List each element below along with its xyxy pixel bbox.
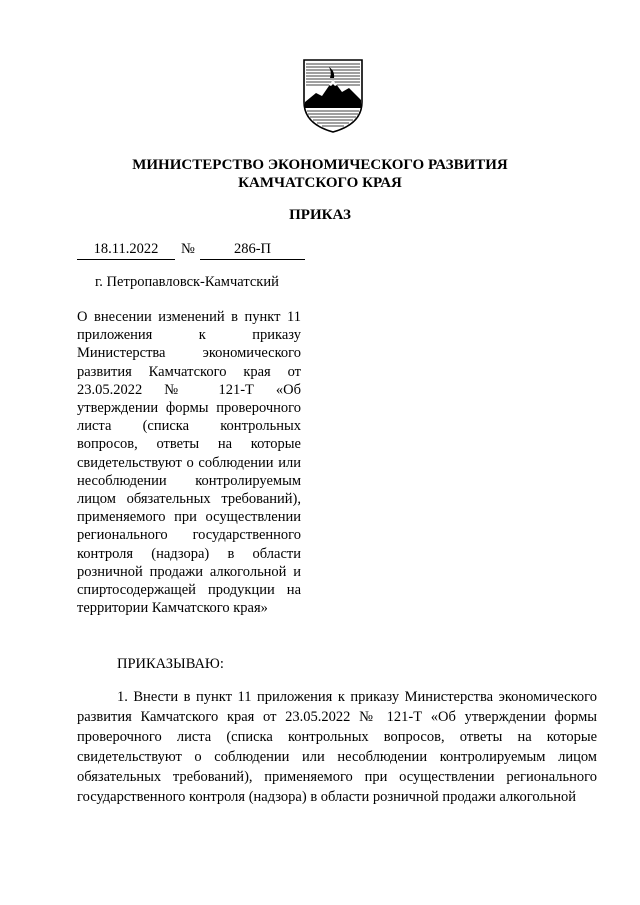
order-number: 286-П: [200, 239, 305, 260]
ministry-name: [0, 156, 640, 192]
order-subject: О внесении изменений в пункт 11 приложения к приказу Министерства экономического развития Камчатского края от 23.05.2022 № 121-Т «Об утверждении формы проверочного листа (списка контрольных вопросов, ответы на которые свидетельствуют о соблюдении или несоблюдении контролируемым лицом обязательных требований), применяемого при осуществлении регионального государственного контроля (надзора) в области розничной продажи алкогольной и спиртосодержащей продукции на территории Камчатского края»: [77, 309, 301, 617]
document-type: ПРИКАЗ: [289, 207, 351, 223]
number-sign: №: [181, 241, 195, 257]
order-paragraph-1: 1. Внести в пункт 11 приложения к приказу Министерства экономического развития Камчатского края от 23.05.2022 № 121-Т «Об утверждении формы проверочного листа (списка контрольных вопросов, ответы на которые свидетельствуют о соблюдении или несоблюдении контролируемым лицом обязательных требований), применяемого при осуществлении регионального государственного контроля (надзора) в области розничной продажи алкогольной: [77, 689, 597, 805]
ministry-name-line1: МИНИСТЕРСТВО ЭКОНОМИЧЕСКОГО РАЗВИТИЯ: [132, 157, 508, 173]
kamchatka-coat-of-arms-icon: [302, 58, 364, 134]
issue-city: г. Петропавловск-Камчатский: [95, 274, 279, 290]
order-date: 18.11.2022: [77, 239, 175, 260]
order-directive: ПРИКАЗЫВАЮ:: [117, 656, 224, 672]
ministry-name-line2: КАМЧАТСКОГО КРАЯ: [238, 175, 402, 191]
